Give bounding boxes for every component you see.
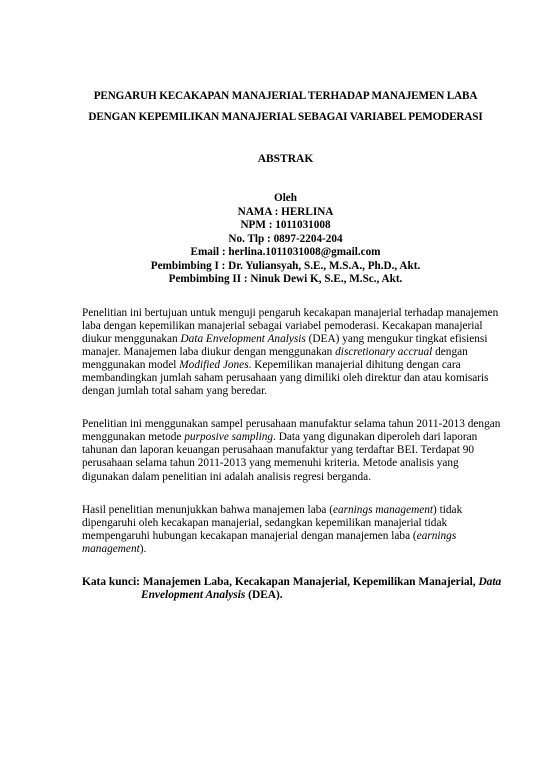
title-line-1: PENGARUH KECAKAPAN MANAJERIAL TERHADAP MANAJEMEN LABA bbox=[93, 90, 478, 102]
p1-l5-italic: Modified Jones bbox=[179, 358, 249, 371]
p2-line-2 bbox=[82, 431, 489, 444]
p3-l4-italic: management bbox=[82, 542, 140, 555]
p2-l2-text-c: . Data yang digunakan diperoleh dari laporan bbox=[273, 431, 478, 444]
p2-l2-text-a: menggunakan metode bbox=[82, 431, 185, 444]
p1-l4-text-c: dengan bbox=[432, 345, 468, 358]
p3-line-1 bbox=[82, 504, 489, 517]
keywords bbox=[82, 576, 502, 602]
advisor-1: Pembimbing I : Dr. Yuliansyah, S.E., M.S.A., Ph.D., Akt. bbox=[150, 259, 421, 272]
abstract-heading: ABSTRAK bbox=[257, 153, 314, 165]
keywords-line-1 bbox=[82, 576, 502, 589]
p1-l3-italic: Data Envelopment Analysis bbox=[180, 332, 306, 345]
abstract-paragraph-1 bbox=[82, 306, 499, 399]
p1-line-5 bbox=[82, 359, 489, 372]
author-name: NAMA : HERLINA bbox=[237, 205, 334, 218]
p1-line-2: laba dengan kepemilikan manajerial sebagai variabel pemoderasi. Kecakapan manajerial bbox=[82, 319, 483, 332]
advisor-2: Pembimbing II : Ninuk Dewi K, S.E., M.Sc., Akt. bbox=[168, 273, 403, 285]
paper-title bbox=[82, 0, 489, 128]
author-email: Email : herlina.1011031008@gmail.com bbox=[190, 246, 381, 258]
p1-line-1: Penelitian ini bertujuan untuk menguji pengaruh kecakapan manajerial terhadap manajemen bbox=[82, 306, 499, 319]
p2-line-4: perusahaan selama tahun 2011-2013 yang memenuhi kriteria. Metode analisis yang bbox=[82, 457, 459, 470]
author-block bbox=[82, 192, 489, 287]
p3-l1-text-a: Hasil penelitian menunjukkan bahwa manajemen laba ( bbox=[82, 503, 333, 516]
kw-l2-text-b: (DEA). bbox=[245, 589, 283, 602]
p1-line-7: dengan jumlah total saham yang beredar. bbox=[82, 385, 268, 398]
title-line-2: DENGAN KEPEMILIKAN MANAJERIAL SEBAGAI VARIABEL PEMODERASI bbox=[88, 111, 483, 123]
p1-line-6: membandingkan jumlah saham perusahaan yang dimiliki oleh direktur dan atau komisaris bbox=[82, 371, 489, 384]
p2-l2-italic: purposive sampling bbox=[184, 431, 274, 444]
author-npm: NPM : 1011031008 bbox=[240, 219, 331, 231]
abstract-paragraph-2 bbox=[82, 418, 501, 483]
p1-l4-italic: discretionary accrual bbox=[335, 345, 433, 358]
author-phone: No. Tlp : 0897-2204-204 bbox=[228, 232, 343, 245]
p3-l4-text-b: ). bbox=[139, 542, 147, 555]
p2-line-3: tahunan dan laporan keuangan perusahaan manufaktur yang terdaftar BEI. Terdapat 90 bbox=[82, 444, 475, 457]
p1-l5-text-c: . Kepemilikan manajerial dihitung dengan cara bbox=[248, 358, 461, 371]
p2-line-1: Penelitian ini menggunakan sampel perusahaan manufaktur selama tahun 2011-2013 dengan bbox=[82, 418, 501, 431]
p3-line-3 bbox=[82, 530, 489, 543]
p3-line-4 bbox=[82, 543, 489, 556]
p3-l1-italic: earnings management bbox=[332, 503, 434, 516]
author-by: Oleh bbox=[274, 192, 297, 204]
p3-l1-text-c: ) tidak bbox=[433, 503, 463, 516]
p3-l3-text-a: mempengaruhi hubungan kecakapan manajerial dengan manajemen laba ( bbox=[82, 529, 417, 542]
p3-l3-italic: earnings bbox=[416, 529, 457, 542]
keywords-line-2 bbox=[82, 589, 489, 602]
p3-line-2: dipengaruhi oleh kecakapan manajerial, sedangkan kepemilikan manajerial tidak bbox=[82, 516, 448, 529]
kw-l1-text-a: Kata kunci: Manajemen Laba, Kecakapan Manajerial, Kepemilikan Manajerial, bbox=[82, 576, 479, 588]
p1-l4-text-a: manajer. Manajemen laba diukur dengan menggunakan bbox=[82, 345, 336, 358]
kw-l1-italic: Data bbox=[478, 576, 502, 588]
kw-l2-italic: Envelopment Analysis bbox=[141, 589, 246, 602]
p1-l3-text-c: (DEA) yang mengukur tingkat efisiensi bbox=[305, 332, 488, 345]
abstract-paragraph-3 bbox=[82, 504, 489, 556]
p1-l3-text-a: diukur menggunakan bbox=[82, 332, 181, 345]
p2-line-5: digunakan dalam penelitian ini adalah analisis regresi berganda. bbox=[82, 470, 372, 483]
p1-l5-text-a: menggunakan model bbox=[82, 358, 180, 371]
p1-line-4 bbox=[82, 346, 489, 359]
p1-line-3 bbox=[82, 333, 489, 346]
